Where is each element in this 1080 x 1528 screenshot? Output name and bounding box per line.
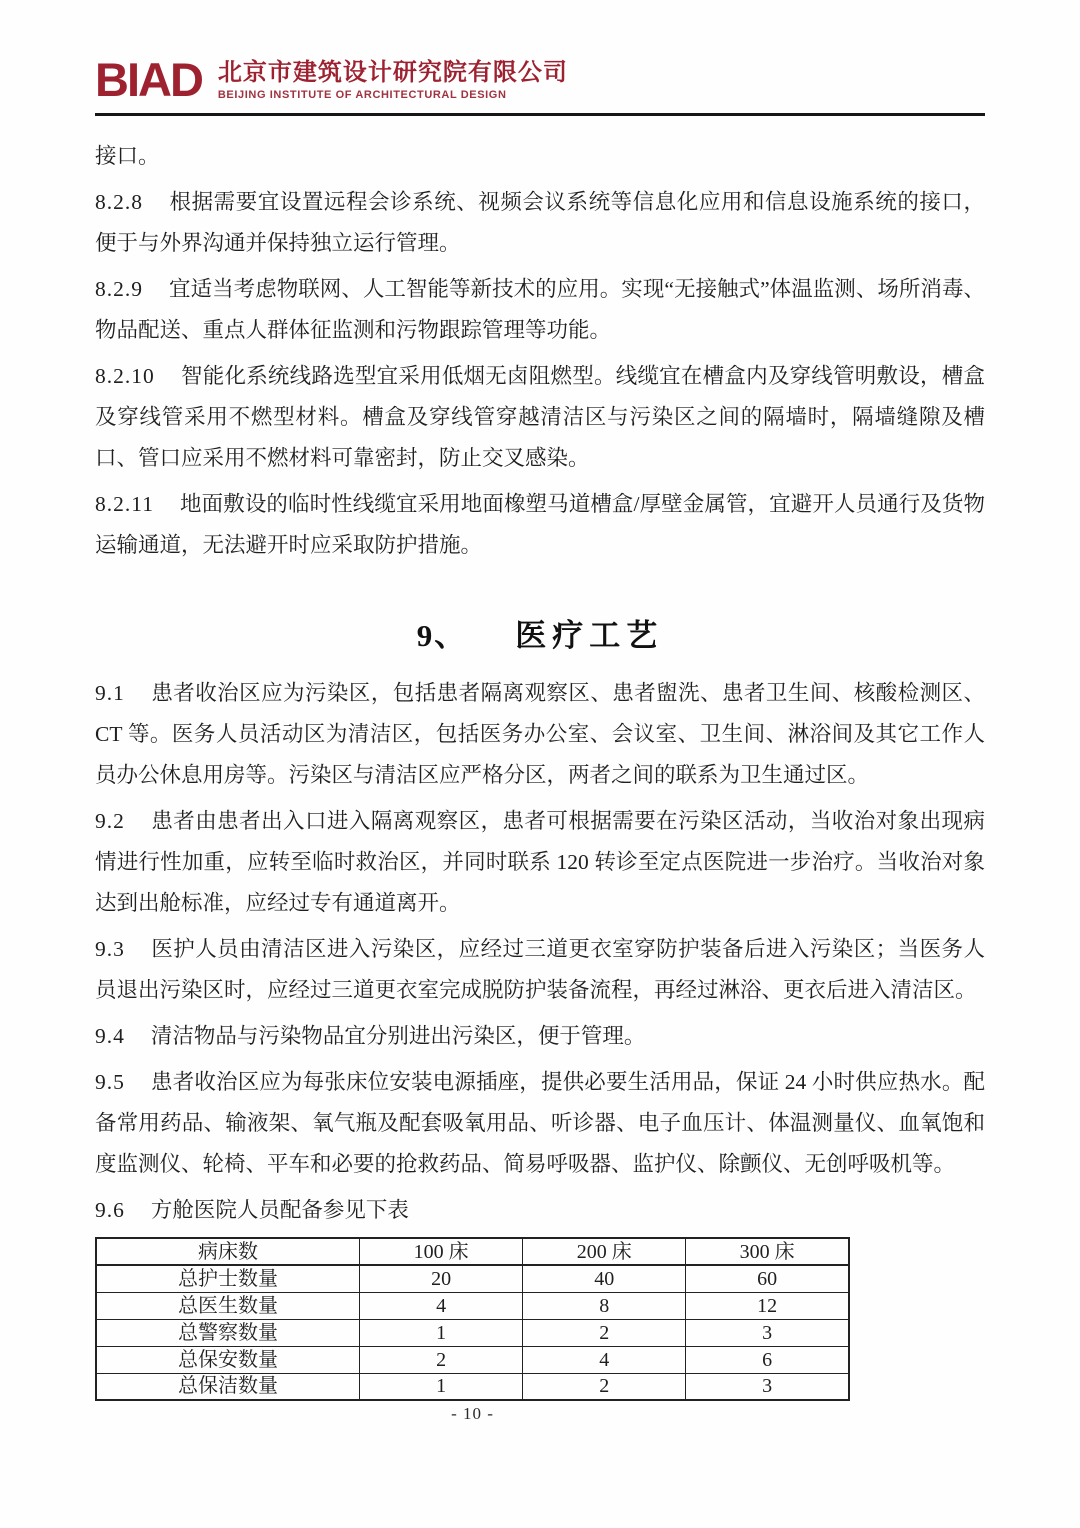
clause-text: 清洁物品与污染物品宜分别进出污染区，便于管理。: [150, 1024, 646, 1048]
company-logo-block: [95, 53, 985, 106]
staffing-table-header: [96, 1238, 849, 1265]
cell-value: 8: [523, 1292, 686, 1319]
cell-value: 6: [686, 1346, 849, 1373]
cell-value: 40: [523, 1265, 686, 1292]
cell-value: 60: [686, 1265, 849, 1292]
staffing-table-body: [96, 1265, 849, 1400]
paragraph-9-2: [95, 801, 985, 924]
clause-number: 9.1: [95, 681, 125, 705]
header-cell-beds: 病床数: [96, 1238, 360, 1265]
clause-text: 智能化系统线路选型宜采用低烟无卤阻燃型。线缆宜在槽盒内及穿线管明敷设，槽盒及穿线管采用不燃型材料。槽盒及穿线管穿越清洁区与污染区之间的隔墙时，隔墙缝隙及槽口、管口应采用不燃材料可靠密封，防止交叉感染。: [95, 364, 985, 470]
cell-value: 12: [686, 1292, 849, 1319]
header-divider: [95, 113, 985, 116]
clause-number: 9.6: [95, 1198, 125, 1222]
row-label: 总医生数量: [96, 1292, 360, 1319]
clause-number: 8.2.10: [95, 364, 155, 388]
header-cell-300: 300 床: [686, 1238, 849, 1265]
cell-value: 2: [523, 1319, 686, 1346]
paragraph-9-5: [95, 1062, 985, 1185]
clause-text: 患者收治区应为污染区，包括患者隔离观察区、患者盥洗、患者卫生间、核酸检测区、CT 等。医务人员活动区为清洁区，包括医务办公室、会议室、卫生间、淋浴间及其它工作人员办公休息用房等。污染区与清洁区应严格分区，两者之间的联系为卫生通过区。: [95, 681, 985, 787]
company-name-chinese: 北京市建筑设计研究院有限公司: [217, 59, 568, 86]
table-row: [96, 1292, 849, 1319]
cell-value: 4: [360, 1292, 523, 1319]
paragraph-8-2-11: [95, 484, 985, 566]
clause-number: 9.4: [95, 1024, 125, 1048]
clause-text: 患者由患者出入口进入隔离观察区，患者可根据需要在污染区活动，当收治对象出现病情进行性加重，应转至临时救治区，并同时联系 120 转诊至定点医院进一步治疗。当收治对象达到出舱标准，应经过专有通道离开。: [95, 809, 985, 915]
table-row: [96, 1373, 849, 1400]
section-number: 9、: [416, 618, 468, 653]
paragraph-8-2-8: [95, 182, 985, 264]
paragraph-9-6: [95, 1190, 985, 1231]
company-name-block: [218, 56, 568, 101]
table-row: [96, 1319, 849, 1346]
cell-value: 3: [686, 1373, 849, 1400]
clause-text: 患者收治区应为每张床位安装电源插座，提供必要生活用品，保证 24 小时供应热水。配备常用药品、输液架、氧气瓶及配套吸氧用品、听诊器、电子血压计、体温测量仪、血氧饱和度监测仪、轮椅、平车和必要的抢救药品、简易呼吸器、监护仪、除颤仪、无创呼吸机等。: [95, 1070, 985, 1176]
row-label: 总护士数量: [96, 1265, 360, 1292]
cell-value: 2: [523, 1373, 686, 1400]
row-label: 总警察数量: [96, 1319, 360, 1346]
cell-value: 1: [360, 1319, 523, 1346]
clause-text: 根据需要宜设置远程会诊系统、视频会议系统等信息化应用和信息设施系统的接口，便于与外界沟通并保持独立运行管理。: [95, 190, 985, 255]
table-row: [96, 1265, 849, 1292]
staffing-table: [95, 1237, 850, 1401]
clause-text: 接口。: [95, 144, 160, 168]
clause-number: 9.5: [95, 1070, 125, 1094]
paragraph-8-2-10: [95, 356, 985, 479]
clause-text: 方舱医院人员配备参见下表: [150, 1198, 409, 1222]
clause-number: 9.3: [95, 937, 125, 961]
paragraph-continuation: [95, 136, 985, 177]
paragraph-8-2-9: [95, 269, 985, 351]
clause-number: 8.2.11: [95, 492, 154, 516]
cell-value: 20: [360, 1265, 523, 1292]
paragraph-9-4: [95, 1016, 985, 1057]
page-header: [95, 53, 985, 116]
biad-logo: BIAD: [95, 53, 202, 106]
paragraph-9-3: [95, 929, 985, 1011]
row-label: 总保安数量: [96, 1346, 360, 1373]
section-9-heading: [95, 610, 985, 655]
row-label: 总保洁数量: [96, 1373, 360, 1400]
header-cell-200: 200 床: [523, 1238, 686, 1265]
cell-value: 4: [523, 1346, 686, 1373]
clause-text: 地面敷设的临时性线缆宜采用地面橡塑马道槽盒/厚壁金属管，宜避开人员通行及货物运输通道，无法避开时应采取防护措施。: [95, 492, 985, 557]
cell-value: 2: [360, 1346, 523, 1373]
company-name-english: BEIJING INSTITUTE OF ARCHITECTURAL DESIGN: [217, 89, 507, 101]
clause-number: 8.2.9: [95, 277, 143, 301]
cell-value: 3: [686, 1319, 849, 1346]
page-number: - 10 -: [451, 1404, 494, 1423]
clause-text: 医护人员由清洁区进入污染区，应经过三道更衣室穿防护装备后进入污染区；当医务人员退出污染区时，应经过三道更衣室完成脱防护装备流程，再经过淋浴、更衣后进入清洁区。: [95, 937, 985, 1002]
table-row: [96, 1346, 849, 1373]
header-cell-100: 100 床: [360, 1238, 523, 1265]
cell-value: 1: [360, 1373, 523, 1400]
clause-text: 宜适当考虑物联网、人工智能等新技术的应用。实现“无接触式”体温监测、场所消毒、物品配送、重点人群体征监测和污物跟踪管理等功能。: [95, 277, 985, 342]
table-header-row: [96, 1238, 849, 1265]
paragraph-9-1: [95, 673, 985, 796]
section-title: 医疗工艺: [515, 618, 664, 653]
document-body: [95, 136, 985, 1424]
clause-number: 9.2: [95, 809, 125, 833]
clause-number: 8.2.8: [95, 190, 143, 214]
